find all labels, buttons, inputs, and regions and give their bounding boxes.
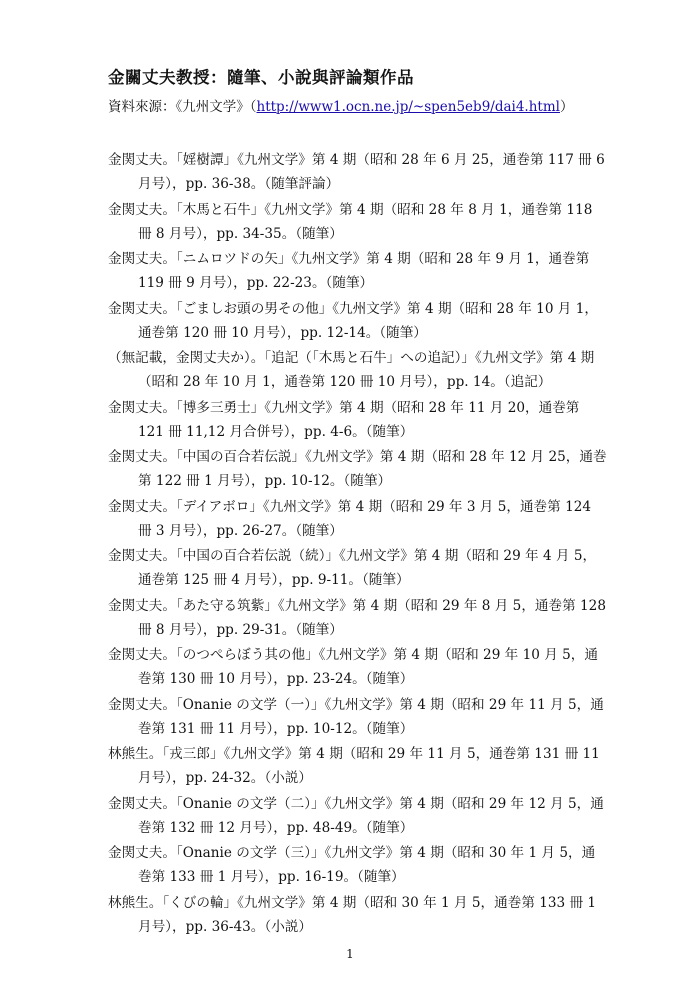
source-line (108, 95, 573, 115)
bibliography-entry: 林熊生。「戎三郎」《九州文学》第 4 期（昭和 29 年 11 月 5，通巻第 131 冊 11 月号），pp. 24-32。（小説） (108, 746, 600, 786)
bibliography-entry: 金関丈夫。「あた守る筑紫」《九州文学》第 4 期（昭和 29 年 8 月 5，通巻第 128 冊 8 月号），pp. 29-31。（随筆） (108, 597, 606, 638)
bibliography-entry: 金関丈夫。「中国の百合若伝説」《九州文学》第 4 期（昭和 28 年 12 月 25，通巻第 122 冊 1 月号），pp. 10-12。（随筆） (108, 449, 607, 489)
bibliography-entry: 金関丈夫。「木馬と石牛」《九州文学》第 4 期（昭和 28 年 8 月 1，通巻第 118 冊 8 月号），pp. 34-35。（随筆） (108, 201, 593, 242)
source-link[interactable]: http://www1.ocn.ne.jp/~spen5eb9/dai4.html (256, 99, 560, 115)
page-number: 1 (346, 947, 354, 961)
page-title: 金關丈夫教授：隨筆、小說與評論類作品 (108, 68, 414, 87)
bibliography-entry: 金関丈夫。「のつぺらぼう其の他」《九州文学》第 4 期（昭和 29 年 10 月 5，通巻第 130 冊 10 月号），pp. 23-24。（随筆） (108, 647, 598, 687)
bibliography-entry: 金関丈夫。「Onanie の文学（二）」《九州文学》第 4 期（昭和 29 年 12 月 5，通巻第 132 冊 12 月号），pp. 48-49。（随筆） (108, 795, 604, 836)
source-suffix: ） (559, 99, 574, 115)
bibliography-list (108, 148, 608, 940)
bibliography-entry: 金関丈夫。「Onanie の文学（三）」《九州文学》第 4 期（昭和 30 年 1 月 5，通巻第 133 冊 1 月号），pp. 16-19。（随筆） (108, 845, 596, 885)
bibliography-entry: 金関丈夫。「ごましお頭の男その他」《九州文学》第 4 期（昭和 28 年 10 月 1，通巻第 120 冊 10 月号），pp. 12-14。（随筆） (108, 300, 598, 341)
bibliography-entry: （無記載，金関丈夫か）。「追記（「木馬と石牛」への追記）」《九州文学》第 4 期（昭和 28 年 10 月 1，通巻第 120 冊 10 月号），pp. 14。（追記） (108, 350, 595, 390)
bibliography-entry: 金関丈夫。「中国の百合若伝説（続）」《九州文学》第 4 期（昭和 29 年 4 月 5，通巻第 125 冊 4 月号），pp. 9-11。（随筆） (108, 548, 597, 588)
bibliography-entry: 林熊生。「くびの輪」《九州文学》第 4 期（昭和 30 年 1 月 5，通巻第 133 冊 1 月号），pp. 36-43。（小説） (108, 894, 597, 935)
bibliography-entry: 金関丈夫。「デイアボロ」《九州文学》第 4 期（昭和 29 年 3 月 5，通巻第 124 冊 3 月号），pp. 26-27。（随筆） (108, 498, 592, 539)
bibliography-entry: 金関丈夫。「Onanie の文学（一）」《九州文学》第 4 期（昭和 29 年 11 月 5，通巻第 131 冊 11 月号），pp. 10-12。（随筆） (108, 696, 604, 737)
source-prefix: 資料來源：《九州文学》（ (108, 99, 257, 115)
bibliography-entry: 金関丈夫。「博多三勇士」《九州文学》第 4 期（昭和 28 年 11 月 20，通巻第 121 冊 11,12 月合併号），pp. 4-6。（随筆） (108, 399, 580, 440)
bibliography-entry: 金関丈夫。「婬樹譚」《九州文学》第 4 期（昭和 28 年 6 月 25，通巻第 117 冊 6 月号），pp. 36-38。（随筆評論） (108, 152, 605, 192)
bibliography-entry: 金関丈夫。「ニムロツドの矢」《九州文学》第 4 期（昭和 28 年 9 月 1，通巻第 119 冊 9 月号），pp. 22-23。（随筆） (108, 251, 590, 291)
